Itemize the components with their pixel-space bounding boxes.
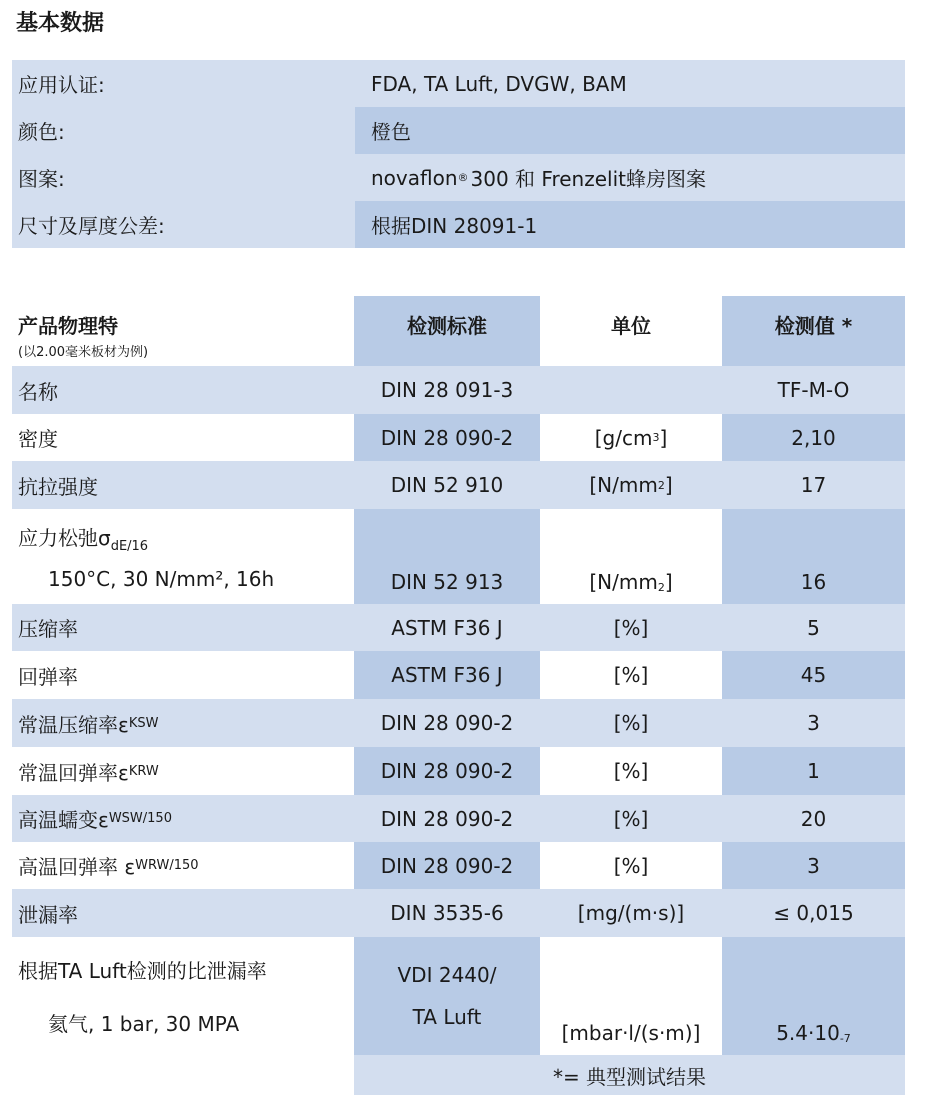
row-unit: [N/mm $_2$ ] <box>540 509 722 604</box>
basic-value: 根据DIN 28091-1 <box>355 201 905 248</box>
row-standard: DIN 28 090-2 <box>354 795 540 842</box>
row-standard: ASTM F36 J <box>354 651 540 699</box>
header-note: (以2.00毫米板材为例) <box>18 345 149 360</box>
row-standard: ASTM F36 J <box>354 604 540 651</box>
pattern-text: 300 和 Frenzelit蜂房图案 <box>470 167 706 191</box>
row-standard: DIN 52 910 <box>354 461 540 509</box>
basic-row-color <box>12 107 905 154</box>
row-name: 常温回弹率ε KRW <box>12 747 354 795</box>
row-unit <box>540 366 722 414</box>
table-row <box>12 604 905 651</box>
row-value: 5 <box>722 604 905 651</box>
header-name: 产品物理特 (以2.00毫米板材为例) <box>12 296 354 366</box>
page-title: 基本数据 <box>16 11 105 36</box>
row-value: 16 <box>722 509 905 604</box>
table-row <box>12 651 905 699</box>
basic-value: FDA, TA Luft, DVGW, BAM <box>355 60 905 107</box>
basic-row-certification <box>12 60 905 107</box>
row-standard: DIN 3535-6 <box>354 889 540 937</box>
row-value: 1 <box>722 747 905 795</box>
row-value: 3 <box>722 842 905 889</box>
row-standard: VDI 2440/ TA Luft <box>354 937 540 1055</box>
row-unit: [%] <box>540 842 722 889</box>
row-unit: [%] <box>540 651 722 699</box>
row-value: 20 <box>722 795 905 842</box>
basic-key: 颜色: <box>12 107 355 154</box>
row-value: 45 <box>722 651 905 699</box>
header-value: 检测值 * <box>722 296 905 366</box>
footnote: *= 典型测试结果 <box>354 1055 905 1095</box>
row-value: 17 <box>722 461 905 509</box>
row-name: 常温压缩率ε KSW <box>12 699 354 747</box>
row-value: 5.4·10 $_{-7}$ <box>722 937 905 1055</box>
table-row <box>12 699 905 747</box>
row-name: 密度 <box>12 414 354 461</box>
row-name: 压缩率 <box>12 604 354 651</box>
row-value: ≤ 0,015 <box>722 889 905 937</box>
header-standard: 检测标准 <box>354 296 540 366</box>
row-name: 名称 <box>12 366 354 414</box>
table-row <box>12 937 905 1055</box>
table-row <box>12 889 905 937</box>
row-name: 根据TA Luft检测的比泄漏率 氦气, 1 bar, 30 MPA <box>12 937 354 1055</box>
registered-mark: ® <box>457 171 469 184</box>
row-standard: DIN 28 090-2 <box>354 699 540 747</box>
row-unit: [mbar·l/(s·m)] <box>540 937 722 1055</box>
basic-key: 图案: <box>12 154 355 201</box>
basic-value <box>355 154 905 201</box>
header-unit: 单位 <box>540 296 722 366</box>
row-name: 应力松弛$\sigma_{dE/16}$ 150°C, 30 N/mm², 16h <box>12 509 354 604</box>
row-unit: [N/mm 2 ] <box>540 461 722 509</box>
table-row <box>12 795 905 842</box>
basic-data-table <box>12 60 905 248</box>
row-name: 抗拉强度 <box>12 461 354 509</box>
properties-header <box>12 296 905 366</box>
row-standard: DIN 28 090-2 <box>354 842 540 889</box>
row-name: 回弹率 <box>12 651 354 699</box>
table-row <box>12 366 905 414</box>
row-unit: [%] <box>540 747 722 795</box>
row-value: 3 <box>722 699 905 747</box>
row-unit: [g/cm 3 ] <box>540 414 722 461</box>
table-row <box>12 509 905 604</box>
row-name: 高温回弹率 ε WRW/150 <box>12 842 354 889</box>
basic-row-pattern <box>12 154 905 201</box>
pattern-brand: novaflon <box>371 165 458 190</box>
basic-row-tolerance <box>12 201 905 248</box>
row-unit: [%] <box>540 604 722 651</box>
footnote-row <box>12 1055 905 1095</box>
table-row <box>12 842 905 889</box>
row-name-line2: 氦气, 1 bar, 30 MPA <box>48 1012 240 1036</box>
row-name: 泄漏率 <box>12 889 354 937</box>
basic-key: 尺寸及厚度公差: <box>12 201 355 248</box>
row-unit: [%] <box>540 795 722 842</box>
basic-key: 应用认证: <box>12 60 355 107</box>
row-value: 2,10 <box>722 414 905 461</box>
properties-table <box>12 296 905 1095</box>
basic-value: 橙色 <box>355 107 905 154</box>
table-row <box>12 461 905 509</box>
row-standard: DIN 28 091-3 <box>354 366 540 414</box>
row-unit: [mg/(m·s)] <box>540 889 722 937</box>
table-row <box>12 747 905 795</box>
row-standard: DIN 28 090-2 <box>354 747 540 795</box>
row-value: TF-M-O <box>722 366 905 414</box>
table-row <box>12 414 905 461</box>
row-standard: DIN 28 090-2 <box>354 414 540 461</box>
row-standard: DIN 52 913 <box>354 509 540 604</box>
row-name-line2: 150°C, 30 N/mm², 16h <box>48 567 275 592</box>
row-name: 高温蠕变ε WSW/150 <box>12 795 354 842</box>
row-unit: [%] <box>540 699 722 747</box>
